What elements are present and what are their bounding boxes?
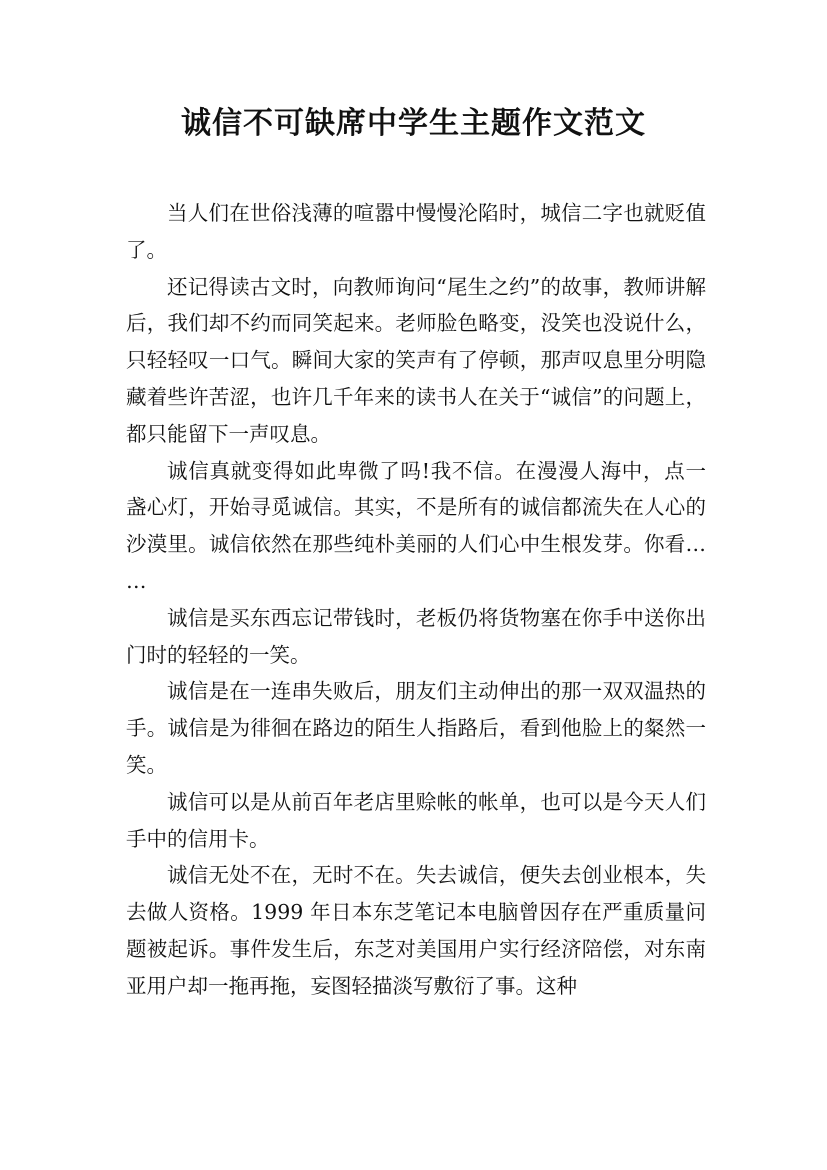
paragraph-2: 还记得读古文时，向教师询问“尾生之约”的故事，教师讲解后，我们却不约而同笑起来。老师脸色略变，没笑也没说什么，只轻轻叹一口气。瞬间大家的笑声有了停顿，那声叹息里分明隐藏着些许苦涩，也许几千年来的读书人在关于“诚信”的问题上，都只能留下一声叹息。	[126, 274, 706, 446]
paragraph-3: 诚信真就变得如此卑微了吗!我不信。在漫漫人海中，点一盏心灯，开始寻觅诚信。其实，不是所有的诚信都流失在人心的沙漠里。诚信依然在那些纯朴美丽的人们心中生根发芽。你看……	[126, 458, 706, 593]
paragraph-7: 诚信无处不在，无时不在。失去诚信，便失去创业根本，失去做人资格。1999 年日本东芝笔记本电脑曾因存在严重质量问题被起诉。事件发生后，东芝对美国用户实行经济陪偿，对东南亚用户却一拖再拖，妄图轻描淡写敷衍了事。这种	[126, 863, 706, 998]
document-title: 诚信不可缺席中学生主题作文范文	[181, 106, 646, 141]
paragraph-4: 诚信是买东西忘记带钱时，老板仍将货物塞在你手中送你出门时的轻轻的一笑。	[126, 605, 706, 667]
paragraph-1: 当人们在世俗浅薄的喧嚣中慢慢沦陷时，城信二字也就贬值了。	[126, 201, 706, 262]
document-body	[126, 195, 706, 1005]
paragraph-5: 诚信是在一连串失败后，朋友们主动伸出的那一双双温热的手。诚信是为徘徊在路边的陌生人指路后，看到他脸上的粲然一笑。	[126, 679, 706, 777]
paragraph-6: 诚信可以是从前百年老店里赊帐的帐单，也可以是今天人们手中的信用卡。	[126, 789, 706, 851]
